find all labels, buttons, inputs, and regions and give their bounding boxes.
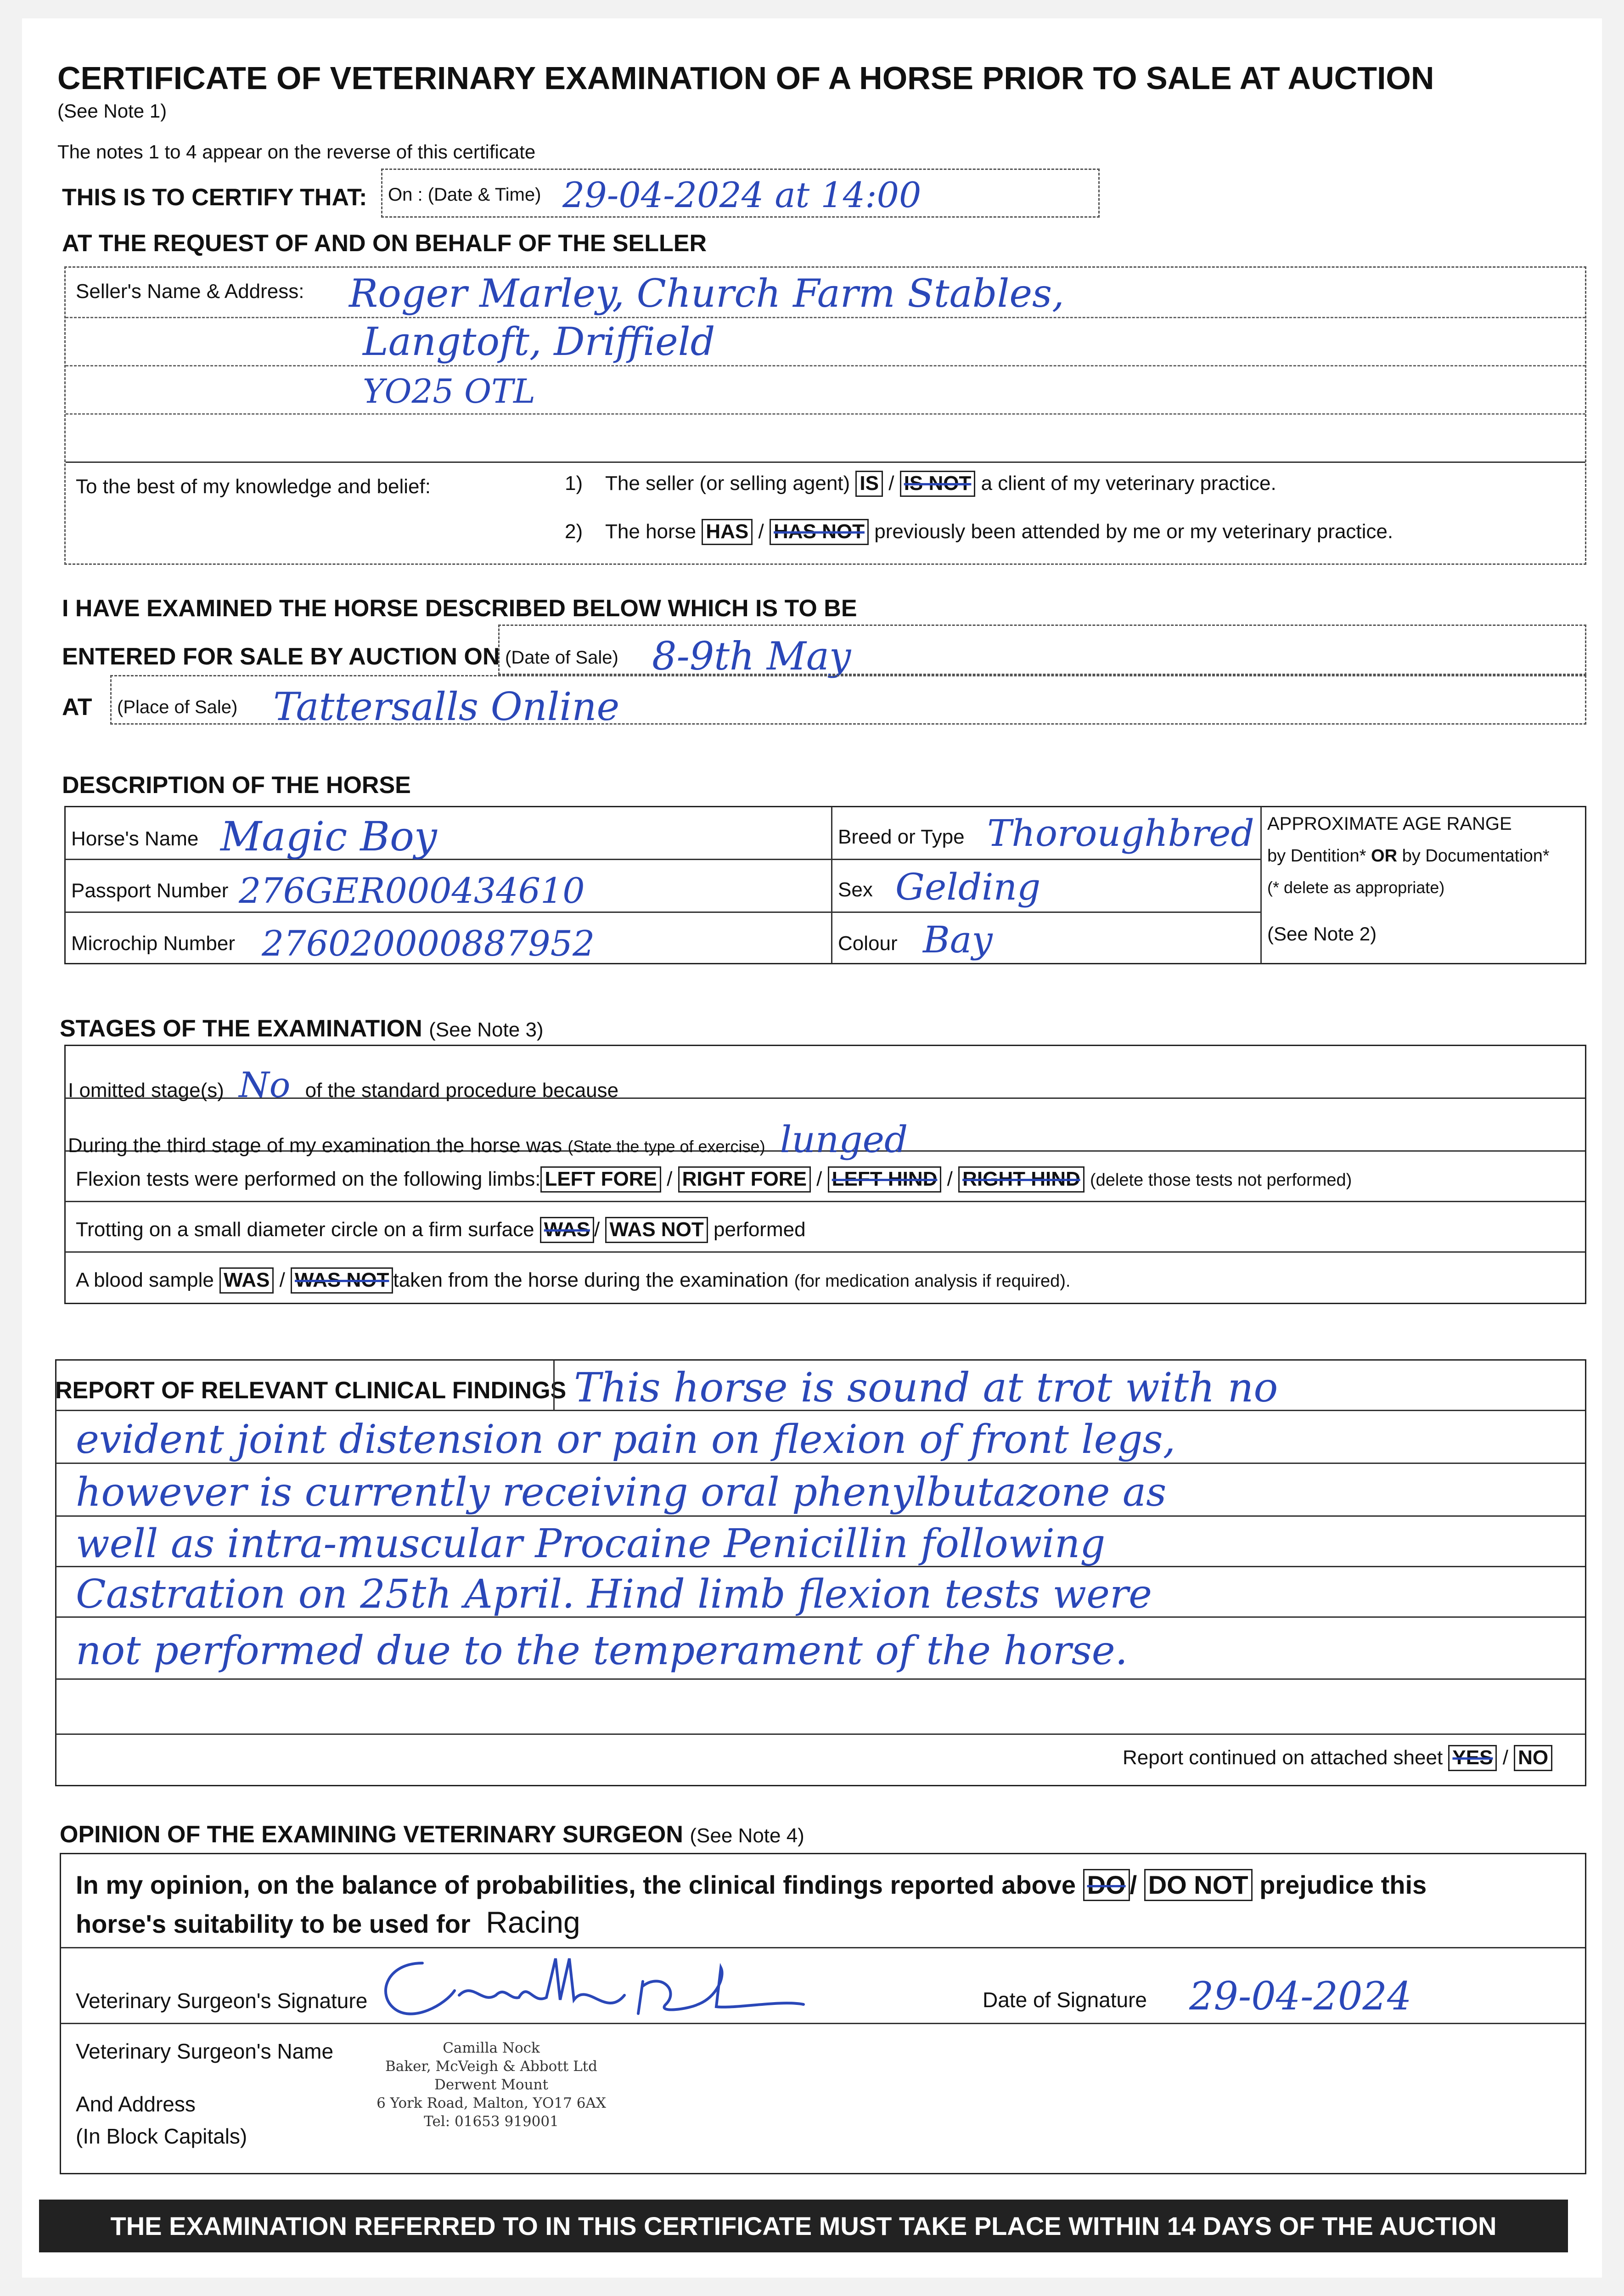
omitted-stages-value[interactable]: No (239, 1064, 291, 1105)
place-of-sale-value[interactable]: Tattersalls Online (273, 684, 620, 729)
flexion-right-hind[interactable]: RIGHT HIND (958, 1166, 1085, 1193)
certificate-title: CERTIFICATE OF VETERINARY EXAMINATION OF A HORSE PRIOR TO SALE AT AUCTION (57, 60, 1434, 96)
knowledge-item-1: 1) The seller (or selling agent) IS / IS NOT a client of my veterinary practice. (565, 471, 1276, 497)
omitted-stages-line: I omitted stage(s) No of the standard procedure because (68, 1064, 619, 1105)
age-range-heading: APPROXIMATE AGE RANGE (1267, 814, 1512, 834)
report-heading: REPORT OF RELEVANT CLINICAL FINDINGS (55, 1377, 567, 1404)
date-of-signature-label: Date of Signature (983, 1988, 1147, 2012)
certify-label: THIS IS TO CERTIFY THAT: (62, 184, 367, 211)
age-range-see-note: (See Note 2) (1267, 923, 1377, 945)
stages-heading: STAGES OF THE EXAMINATION (See Note 3) (60, 1015, 544, 1042)
surgeon-address-label: And Address (76, 2092, 196, 2116)
sex-label: Sex (838, 878, 873, 901)
breed-label: Breed or Type (838, 826, 965, 848)
place-of-sale-label: (Place of Sale) (117, 697, 238, 717)
flexion-left-fore[interactable]: LEFT FORE (540, 1166, 661, 1193)
age-range-delete-note: (* delete as appropriate) (1267, 878, 1445, 897)
opinion-heading: OPINION OF THE EXAMINING VETERINARY SURGEON (See Note 4) (60, 1821, 804, 1848)
sex-value[interactable]: Gelding (895, 866, 1041, 908)
suitability-use-value[interactable]: Racing (486, 1905, 580, 1939)
opinion-do-option[interactable]: DO (1083, 1869, 1130, 1901)
seller-line-2[interactable]: Langtoft, Driffield (363, 319, 715, 364)
description-heading: DESCRIPTION OF THE HORSE (62, 772, 411, 799)
trotting-was-not-option[interactable]: WAS NOT (605, 1217, 708, 1243)
opinion-line-1: In my opinion, on the balance of probabilities, the clinical findings reported above DO / DO NOT prejudice this (76, 1869, 1427, 1901)
at-label: AT (62, 694, 92, 720)
flexion-tests-line: Flexion tests were performed on the following limbs: LEFT FORE / RIGHT FORE / LEFT HIND / RIGHT HIND (delete those tests not performed) (76, 1166, 1352, 1193)
seller-line-3[interactable]: YO25 OTL (363, 372, 535, 411)
microchip-value[interactable]: 276020000887952 (262, 923, 595, 964)
opinion-line-2: horse's suitability to be used for Racing (76, 1905, 580, 1939)
footer-banner: THE EXAMINATION REFERRED TO IN THIS CERTIFICATE MUST TAKE PLACE WITHIN 14 DAYS OF THE AUCTION (39, 2200, 1568, 2252)
seller-line-1[interactable]: Roger Marley, Church Farm Stables, (349, 271, 1064, 316)
attended-has-option[interactable]: HAS (702, 519, 753, 545)
practice-stamp: Camilla Nock Baker, McVeigh & Abbott Ltd Derwent Mount 6 York Road, Malton, YO17 6AX Tel: 01653 919001 (376, 2040, 606, 2130)
knowledge-label: To the best of my knowledge and belief: (76, 475, 431, 498)
signature-label: Veterinary Surgeon's Signature (76, 1989, 368, 2013)
on-date-time-label: On : (Date & Time) (388, 185, 541, 205)
trotting-line: Trotting on a small diameter circle on a firm surface WAS / WAS NOT performed (76, 1217, 806, 1243)
passport-label: Passport Number (71, 879, 229, 902)
passport-value[interactable]: 276GER000434610 (239, 870, 585, 911)
trotting-was-option[interactable]: WAS (540, 1217, 594, 1243)
block-capitals-label: (In Block Capitals) (76, 2124, 247, 2148)
continued-yes-option[interactable]: YES (1448, 1745, 1497, 1771)
report-continued-line: Report continued on attached sheet YES / NO (1123, 1745, 1552, 1771)
report-line-5[interactable]: Castration on 25th April. Hind limb flexion tests were (76, 1571, 1152, 1617)
client-is-not-option[interactable]: IS NOT (900, 471, 976, 497)
continued-no-option[interactable]: NO (1514, 1745, 1552, 1771)
third-stage-line: During the third stage of my examination the horse was (State the type of exercise) lunged (68, 1118, 908, 1161)
examined-line-2: ENTERED FOR SALE BY AUCTION ON (62, 643, 500, 670)
request-heading: AT THE REQUEST OF AND ON BEHALF OF THE SELLER (62, 230, 707, 257)
notes-line: The notes 1 to 4 appear on the reverse of this certificate (57, 141, 536, 163)
date-of-sale-label: (Date of Sale) (505, 647, 618, 668)
signature-mark[interactable] (367, 1954, 808, 2027)
report-line-3[interactable]: however is currently receiving oral phenylbutazone as (76, 1469, 1167, 1515)
microchip-label: Microchip Number (71, 932, 235, 955)
colour-value[interactable]: Bay (923, 918, 993, 961)
blood-was-not-option[interactable]: WAS NOT (291, 1267, 393, 1294)
surgeon-name-label: Veterinary Surgeon's Name (76, 2039, 334, 2063)
age-range-method: by Dentition* OR by Documentation* (1267, 846, 1550, 866)
date-of-sale-value[interactable]: 8-9th May (652, 634, 851, 679)
horse-name-value[interactable]: Magic Boy (220, 813, 437, 860)
colour-label: Colour (838, 932, 898, 955)
seller-label: Seller's Name & Address: (76, 280, 304, 303)
exercise-type-value[interactable]: lunged (780, 1118, 908, 1161)
report-line-4[interactable]: well as intra-muscular Procaine Penicillin following (76, 1521, 1106, 1567)
report-line-1[interactable]: This horse is sound at trot with no (574, 1364, 1278, 1411)
opinion-do-not-option[interactable]: DO NOT (1144, 1869, 1253, 1901)
horse-name-label: Horse's Name (71, 827, 199, 850)
examined-line-1: I HAVE EXAMINED THE HORSE DESCRIBED BELOW WHICH IS TO BE (62, 595, 857, 622)
date-of-signature-value[interactable]: 29-04-2024 (1189, 1974, 1412, 2019)
date-time-value[interactable]: 29-04-2024 at 14:00 (562, 174, 922, 215)
knowledge-item-2: 2) The horse HAS / HAS NOT previously been attended by me or my veterinary practice. (565, 519, 1393, 545)
report-line-6[interactable]: not performed due to the temperament of the horse. (76, 1628, 1128, 1674)
blood-sample-line: A blood sample WAS / WAS NOT taken from the horse during the examination (for medication analysis if required). (76, 1267, 1070, 1294)
flexion-left-hind[interactable]: LEFT HIND (828, 1166, 942, 1193)
flexion-right-fore[interactable]: RIGHT FORE (678, 1166, 811, 1193)
blood-was-option[interactable]: WAS (219, 1267, 274, 1294)
attended-has-not-option[interactable]: HAS NOT (770, 519, 869, 545)
client-is-option[interactable]: IS (855, 471, 883, 497)
title-note: (See Note 1) (57, 100, 167, 122)
report-line-2[interactable]: evident joint distension or pain on flexion of front legs, (76, 1417, 1176, 1463)
breed-value[interactable]: Thoroughbred (987, 812, 1254, 855)
